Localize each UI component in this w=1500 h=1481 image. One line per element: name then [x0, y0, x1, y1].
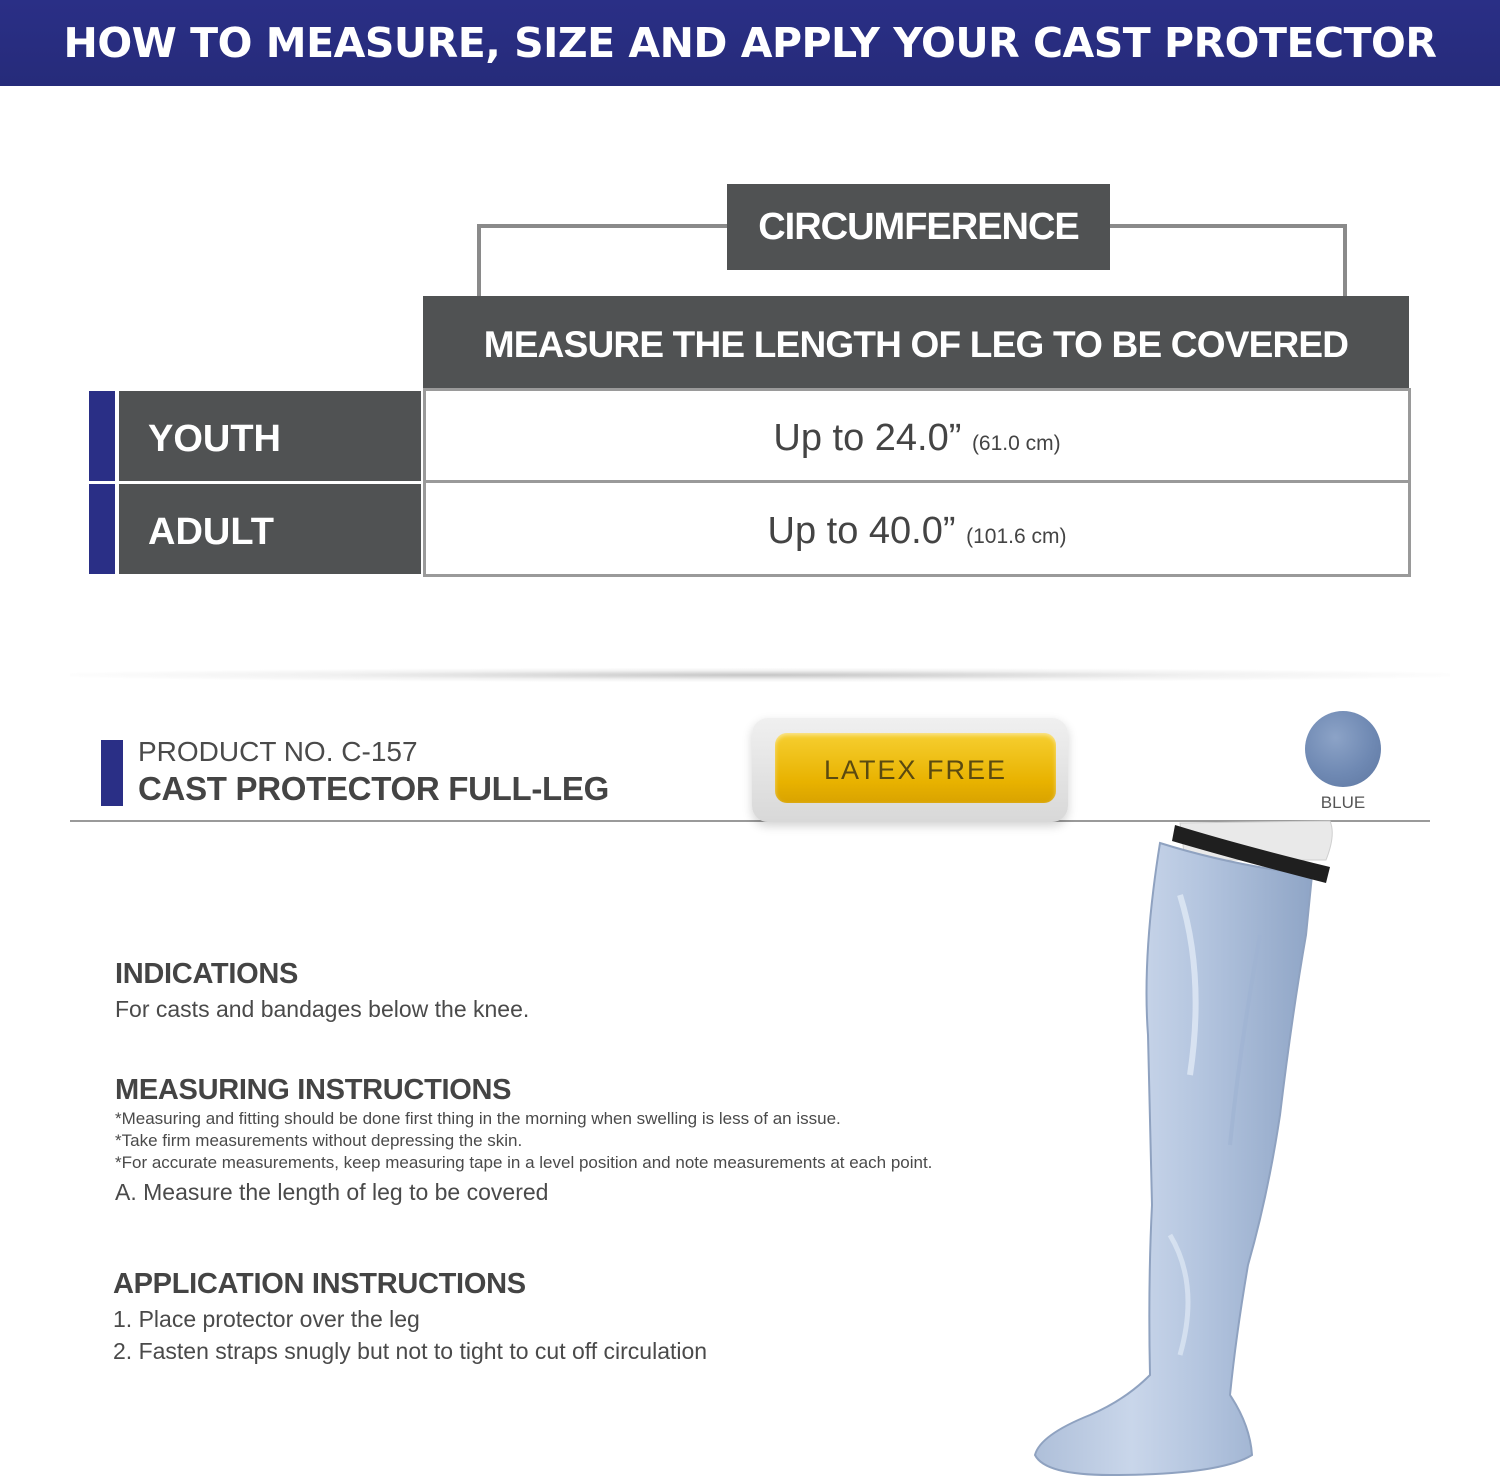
- youth-size-label: YOUTH: [148, 418, 281, 460]
- section-divider: [70, 668, 1450, 682]
- size-chart-header: MEASURE THE LENGTH OF LEG TO BE COVERED: [483, 324, 1349, 365]
- adult-row-accent: [89, 484, 115, 574]
- color-swatch-label: BLUE: [1320, 793, 1366, 812]
- product-name: CAST PROTECTOR FULL-LEG: [138, 770, 609, 807]
- page-title: HOW TO MEASURE, SIZE AND APPLY YOUR CAST PROTECTOR: [63, 19, 1437, 67]
- adult-value-imperial: Up to 40.0”: [767, 510, 956, 552]
- application-step: 2. Fasten straps snugly but not to tight to cut off circulation: [113, 1338, 708, 1364]
- adult-size-label: ADULT: [148, 511, 274, 553]
- product-number: PRODUCT NO. C-157: [138, 736, 418, 767]
- cast-protector-leg-image: [1030, 815, 1350, 1481]
- adult-value-metric: (101.6 cm): [966, 525, 1067, 548]
- color-swatch: [1305, 711, 1381, 787]
- application-title: APPLICATION INSTRUCTIONS: [113, 1268, 526, 1300]
- measuring-note: *Measuring and fitting should be done first thing in the morning when swelling is less of an issue.: [115, 1109, 841, 1128]
- measuring-note: *Take firm measurements without depressing the skin.: [115, 1131, 523, 1150]
- product-accent-bar: [101, 740, 123, 806]
- indications-text: For casts and bandages below the knee.: [115, 996, 530, 1022]
- youth-value-metric: (61.0 cm): [971, 432, 1061, 455]
- latex-free-label: LATEX FREE: [823, 755, 1008, 785]
- adult-value: [423, 483, 1411, 573]
- circumference-label: CIRCUMFERENCE: [758, 206, 1079, 248]
- youth-value: [423, 390, 1411, 480]
- indications-title: INDICATIONS: [115, 958, 299, 990]
- measuring-note: *For accurate measurements, keep measuring tape in a level position and note measurements at each point.: [115, 1153, 933, 1172]
- youth-value-imperial: Up to 24.0”: [773, 417, 962, 459]
- measuring-title: MEASURING INSTRUCTIONS: [115, 1074, 512, 1106]
- youth-row-accent: [89, 391, 115, 481]
- application-step: 1. Place protector over the leg: [113, 1306, 420, 1332]
- measuring-step: A. Measure the length of leg to be covered: [115, 1179, 549, 1205]
